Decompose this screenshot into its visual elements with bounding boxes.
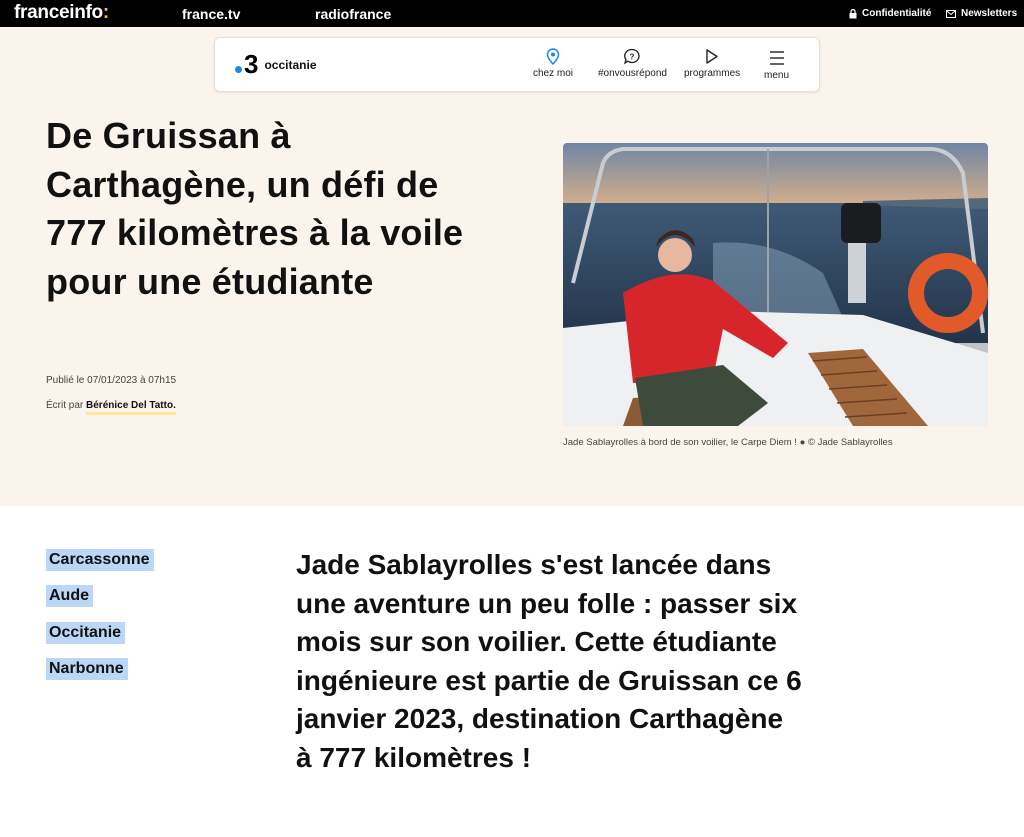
radiofrance-link[interactable]: radiofrance [315,6,392,22]
author-line [46,400,176,411]
chat-question-icon [623,48,641,65]
nav-onvousrepond[interactable] [598,48,667,79]
top-bar [0,0,1024,27]
nav-onvousrepond-label: #onvousrépond [598,68,667,79]
privacy-label: Confidentialité [862,8,932,19]
author-link[interactable]: Bérénice Del Tatto. [86,400,176,415]
nav-programmes[interactable] [684,48,740,79]
nav-chez-moi-label: chez moi [533,68,574,79]
nav-programmes-label: programmes [684,68,741,79]
play-icon [705,48,719,65]
photo-caption: Jade Sablayrolles à bord de son voilier, le Carpe Diem ! ● © Jade Sablayrolles [563,437,893,448]
newsletters-link[interactable] [946,8,1017,19]
author-prefix: Écrit par [46,400,87,411]
publish-date [46,375,176,386]
tag-occitanie[interactable]: Occitanie [46,622,125,644]
tag-narbonne[interactable]: Narbonne [46,658,128,680]
tag-aude[interactable]: Aude [46,585,93,607]
nav-chez-moi[interactable] [533,48,573,79]
sailboat-photo [563,143,988,426]
article-title: De Gruissan à Carthagène, un défi de 777 kilomètres à la voile pour une étudiante [46,115,464,302]
privacy-link[interactable] [849,8,931,19]
nav-menu[interactable] [764,48,789,81]
france3-occitanie-logo[interactable] [235,50,317,78]
newsletters-label: Newsletters [961,8,1018,19]
logo-number: 3 [244,49,259,79]
tag-carcassonne[interactable]: Carcassonne [46,549,154,571]
france-tv-link[interactable]: france.tv [182,6,241,22]
lock-icon [849,9,857,19]
publish-prefix: Publié le [46,375,88,386]
location-pin-icon [546,48,560,65]
nav-menu-label: menu [764,70,790,81]
publish-datetime: 07/01/2023 à 07h15 [87,375,177,386]
hamburger-icon [769,48,785,67]
logo-region: occitanie [264,58,317,72]
region-nav [214,37,820,92]
svg-text:?: ? [630,52,635,62]
franceinfo-logo[interactable]: franceinfo: [14,2,109,23]
article-lead: Jade Sablayrolles s'est lancée dans une aventure un peu folle : passer six mois sur son voilier. Cette étudiante ingénieure est partie de Gruissan ce 6 janvier 2023, destination Carthagène à 777 kilomètres ! [296,549,802,773]
envelope-icon [946,10,956,18]
article-photo [563,143,988,426]
logo-dot [235,66,242,73]
